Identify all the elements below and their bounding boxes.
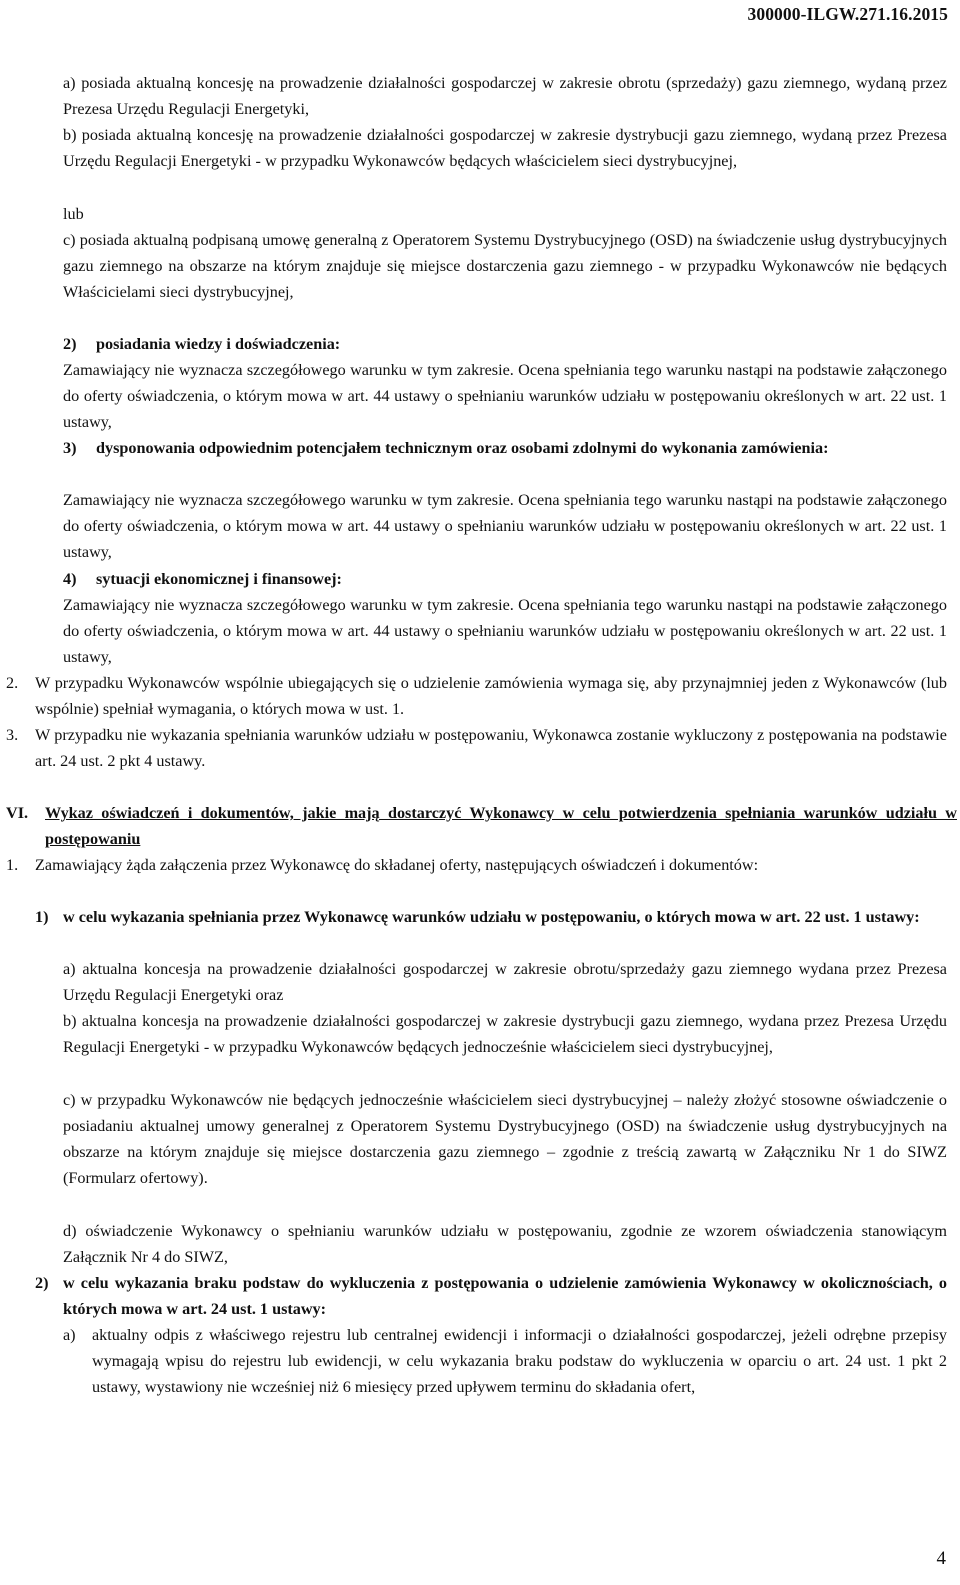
section-vi-heading: Wykaz oświadczeń i dokumentów, jakie mają dostarczyć Wykonawcy w celu potwierdzenia spełniania warunków udziału w postępowaniu xyxy=(45,804,957,849)
item-3-text: Zamawiający nie wyznacza szczegółowego warunku w tym zakresie. Ocena spełniania tego warunku nastąpi na podstawie załączonego do oferty oświadczenia, o którym mowa w art. 44 ustawy o spełnianiu warunków udziału w postępowaniu określonych w art. 22 ust. 1 ustawy, xyxy=(63,491,947,562)
paragraph-item-1a: a) posiada aktualną koncesję na prowadzenie działalności gospodarczej w zakresie obrotu (sprzedaży) gazu ziemnego, wydaną przez Prezesa Urzędu Regulacji Energetyki, xyxy=(63,74,947,119)
section-vi-numeral: VI. xyxy=(6,804,29,822)
point-2-number: 2. xyxy=(6,674,19,692)
paragraph-item-1c: c) posiada aktualną podpisaną umowę generalną z Operatorem Systemu Dystrybucyjnego (OSD) na świadczenie usług dystrybucyjnych gazu ziemnego na obszarze na którym znajduje się miejsce dostarczenia gazu ziemnego - w przypadku Wykonawców nie będących Właścicielami sieci dystrybucyjnej, xyxy=(63,231,947,302)
item-4-number: 4) xyxy=(63,570,77,588)
vi-sub-1-b: b) aktualna koncesja na prowadzenie działalności gospodarczej w zakresie dystrybucji gazu ziemnego, wydana przez Prezesa Urzędu Regulacji Energetyki - w przypadku Wykonawców będących jednocześnie właścicielem sieci dystrybucyjnej, xyxy=(63,1012,947,1057)
vi-sub-1-c: c) w przypadku Wykonawców nie będących jednocześnie właścicielem sieci dystrybucyjnej – należy złożyć stosowne oświadczenie o posiadaniu aktualnej umowy generalnej z Operatorem Systemu Dystrybucyjnego (OSD) na świadczenie usług dystrybucyjnych na obszarze na którym znajduje się miejsce dostarczenia gazu ziemnego – zgodnie z treścią zawartą w Załączniku Nr 1 do SIWZ (Formularz ofertowy). xyxy=(63,1091,947,1188)
vi-sub-2-a-text: aktualny odpis z właściwego rejestru lub centralnej ewidencji i informacji o działalności gospodarczej, jeżeli odrębne przepisy wymagają wpisu do rejestru lub ewidencji, w celu wykazania braku podstaw do wykluczenia w oparciu o art. 24 ust. 1 pkt 2 ustawy, wystawiony nie wcześniej niż 6 miesięcy przed upływem terminu do składania ofert, xyxy=(92,1326,947,1397)
vi-sub-1-number: 1) xyxy=(35,908,49,926)
vi-sub-2-number: 2) xyxy=(35,1274,49,1292)
vi-sub-1-title: w celu wykazania spełniania przez Wykonawcę warunków udziału w postępowaniu, o których mowa w art. 22 ust. 1 ustawy: xyxy=(63,908,920,926)
point-3-number: 3. xyxy=(6,726,19,744)
point-2-text: W przypadku Wykonawców wspólnie ubiegających się o udzielenie zamówienia wymaga się, aby przynajmniej jeden z Wykonawców (lub wspólnie) spełniał wymagania, o których mowa w ust. 1. xyxy=(35,674,947,719)
paragraph-lub: lub xyxy=(63,205,84,223)
item-2-number: 2) xyxy=(63,335,77,353)
item-3-title: dysponowania odpowiednim potencjałem technicznym oraz osobami zdolnymi do wykonania zamówienia: xyxy=(96,439,829,457)
item-4-title: sytuacji ekonomicznej i finansowej: xyxy=(96,570,342,588)
document-reference-number: 300000-ILGW.271.16.2015 xyxy=(747,4,948,24)
item-4-text: Zamawiający nie wyznacza szczegółowego warunku w tym zakresie. Ocena spełniania tego warunku nastąpi na podstawie załączonego do oferty oświadczenia, o którym mowa w art. 44 ustawy o spełnianiu warunków udziału w postępowaniu określonych w art. 22 ust. 1 ustawy, xyxy=(63,596,947,667)
item-2-text: Zamawiający nie wyznacza szczegółowego warunku w tym zakresie. Ocena spełniania tego warunku nastąpi na podstawie załączonego do oferty oświadczenia, o którym mowa w art. 44 ustawy o spełnianiu warunków udziału w postępowaniu określonych w art. 22 ust. 1 ustawy, xyxy=(63,361,947,432)
vi-sub-2-a-label: a) xyxy=(63,1326,76,1344)
item-3-number: 3) xyxy=(63,439,77,457)
item-2-title: posiadania wiedzy i doświadczenia: xyxy=(96,335,341,353)
vi-sub-1-d: d) oświadczenie Wykonawcy o spełnianiu warunków udziału w postępowaniu, zgodnie ze wzorem oświadczenia stanowiącym Załącznik Nr 4 do SIWZ, xyxy=(63,1222,947,1267)
paragraph-item-1b: b) posiada aktualną koncesję na prowadzenie działalności gospodarczej w zakresie dystrybucji gazu ziemnego, wydaną przez Prezesa Urzędu Regulacji Energetyki - w przypadku Wykonawców będących właścicielem sieci dystrybucyjnej, xyxy=(63,126,947,171)
page-number: 4 xyxy=(936,1548,946,1569)
vi-sub-2-title: w celu wykazania braku podstaw do wykluczenia z postępowania o udzielenie zamówienia Wykonawcy w okolicznościach, o których mowa w art. 24 ust. 1 ustawy: xyxy=(63,1274,947,1319)
vi-sub-1-a: a) aktualna koncesja na prowadzenie działalności gospodarczej w zakresie obrotu/sprzedaży gazu ziemnego wydana przez Prezesa Urzędu Regulacji Energetyki oraz xyxy=(63,960,947,1005)
point-3-text: W przypadku nie wykazania spełniania warunków udziału w postępowaniu, Wykonawca zostanie wykluczony z postępowania na podstawie art. 24 ust. 2 pkt 4 ustawy. xyxy=(35,726,947,771)
vi-point-1-number: 1. xyxy=(6,856,19,874)
vi-point-1-text: Zamawiający żąda załączenia przez Wykonawcę do składanej oferty, następujących oświadczeń i dokumentów: xyxy=(35,856,759,874)
